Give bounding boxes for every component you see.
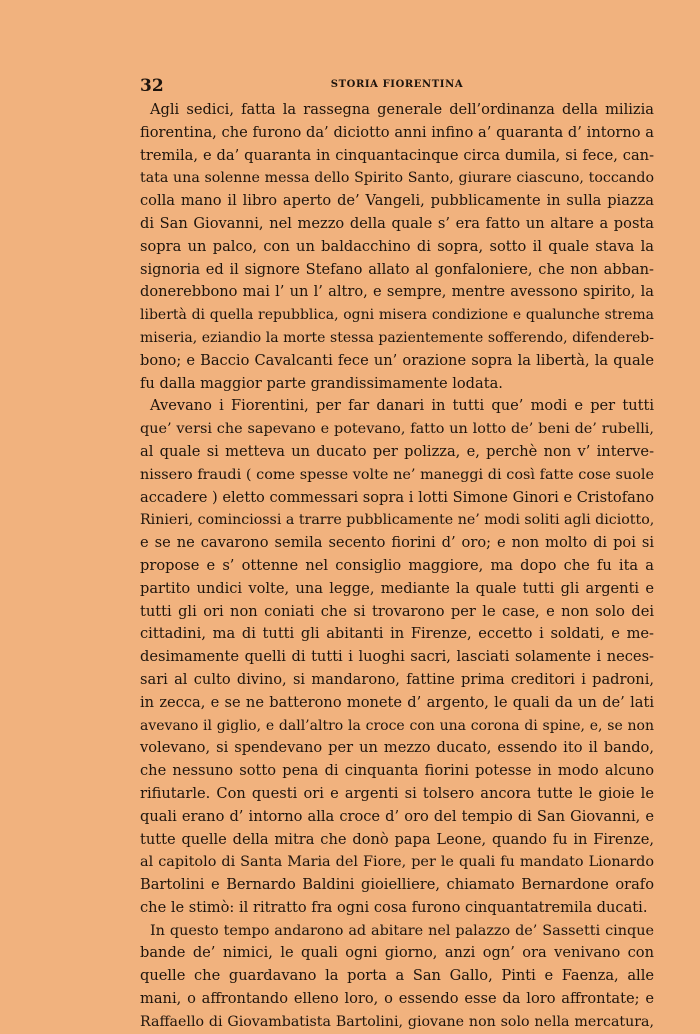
paragraph: [140, 395, 654, 919]
text-line: partito undici volte, una legge, mediante la quale tutti gli argenti e: [140, 579, 654, 597]
text-line: rifiutarle. Con questi ori e argenti si tolsero ancora tutte le gioie le: [140, 784, 654, 802]
running-title: STORIA FIORENTINA: [330, 79, 464, 90]
text-line: Bartolini e Bernardo Baldini gioielliere, chiamato Bernardone orafo: [140, 876, 654, 894]
text-line: que’ versi che sapevano e potevano, fatto un lotto de’ beni de’ rubelli,: [140, 421, 654, 438]
text-line: bande de’ nimici, le quali ogni giorno, anzi ogn’ ora venivano con: [140, 944, 654, 962]
text-line: che le stimò: il ritratto fra ogni cosa furono cinquantatremila ducati.: [140, 898, 648, 916]
text-line: donerebbono mai l’ un l’ altro, e sempre, mentre avessono spirito, la: [140, 283, 654, 301]
text-line: colla mano il libro aperto de’ Vangeli, pubblicamente in sulla piazza: [140, 192, 654, 210]
text-line: mani, o affrontando elleno loro, o essendo esse da loro affrontate; e: [140, 990, 654, 1008]
text-line: al quale si metteva un ducato per polizza, e, perchè non v’ interve-: [140, 442, 654, 460]
text-line: Rinieri, cominciossi a trarre pubblicamente ne’ modi soliti agli diciotto,: [140, 512, 655, 529]
text-line: In questo tempo andarono ad abitare nel palazzo de’ Sassetti cinque: [150, 922, 654, 939]
text-line: Agli sedici, fatta la rassegna generale dell’ordinanza della milizia: [150, 101, 654, 118]
text-line: in zecca, e se ne batterono monete d’ argento, le quali da un de’ lati: [140, 693, 654, 711]
text-line: fiorentina, che furono da’ diciotto anni infino a’ quaranta d’ intorno a: [140, 123, 654, 141]
text-line: propose e s’ ottenne nel consiglio maggiore, ma dopo che fu ita a: [140, 556, 654, 574]
text-line: quelle che guardavano la porta a San Gallo, Pinti e Faenza, alle: [140, 967, 654, 985]
paragraph: [140, 920, 654, 1034]
paragraph: [140, 99, 654, 395]
text-line: tutti gli ori non coniati che si trovarono per le case, e non solo dei: [140, 602, 654, 620]
text-line: fu dalla maggior parte grandissimamente lodata.: [140, 374, 503, 392]
text-line: nissero fraudi ( come spesse volte ne’ maneggi di così fatte cose suole: [140, 466, 654, 483]
text-line: che nessuno sotto pena di cinquanta fiorini potesse in modo alcuno: [140, 762, 654, 780]
text-line: tata una solenne messa dello Spirito Santo, giurare ciascuno, toccando: [140, 170, 654, 187]
body-text: [140, 99, 654, 1034]
text-line: e se ne cavarono semila secento fiorini d’ oro; e non molto di poi si: [140, 534, 654, 552]
text-line: quali erano d’ intorno alla croce d’ oro del tempio di San Giovanni, e: [140, 807, 654, 825]
text-line: libertà di quella repubblica, ogni misera condizione e qualunche strema: [140, 307, 654, 324]
text-line: cittadini, ma di tutti gli abitanti in Firenze, eccetto i soldati, e me-: [140, 625, 654, 643]
page-header: [140, 76, 654, 98]
text-line: miseria, eziandio la morte stessa pazientemente sofferendo, difendereb-: [140, 329, 654, 346]
text-line: al capitolo di Santa Maria del Fiore, per le quali fu mandato Lionardo: [140, 854, 654, 871]
text-line: tutte quelle della mitra che donò papa Leone, quando fu in Firenze,: [140, 830, 654, 848]
text-line: di San Giovanni, nel mezzo della quale s’ era fatto un altare a posta: [140, 214, 654, 232]
text-line: signoria ed il signore Stefano allato al gonfaloniere, che non abban-: [140, 260, 654, 278]
text-line: desimamente quelli di tutti i luoghi sacri, lasciati solamente i neces-: [140, 648, 654, 666]
text-line: volevano, si spendevano per un mezzo ducato, essendo ito il bando,: [140, 739, 654, 757]
text-line: Avevano i Fiorentini, per far danari in tutti que’ modi e per tutti: [150, 397, 654, 415]
text-line: bono; e Baccio Cavalcanti fece un’ orazione sopra la libertà, la quale: [140, 351, 654, 369]
text-line: sopra un palco, con un baldacchino di sopra, sotto il quale stava la: [140, 237, 654, 255]
text-line: sari al culto divino, si mandarono, fattine prima creditori i padroni,: [140, 670, 654, 688]
text-line: avevano il giglio, e dall’altro la croce con una corona di spine, e, se non: [140, 717, 654, 734]
text-line: tremila, e da’ quaranta in cinquantacinque circa dumila, si fece, can-: [140, 146, 654, 164]
page-number: 32: [140, 76, 164, 96]
text-line: Raffaello di Giovambatista Bartolini, giovane non solo nella mercatura,: [140, 1013, 654, 1030]
text-line: accadere ) eletto commessari sopra i lotti Simone Ginori e Cristofano: [140, 488, 654, 506]
